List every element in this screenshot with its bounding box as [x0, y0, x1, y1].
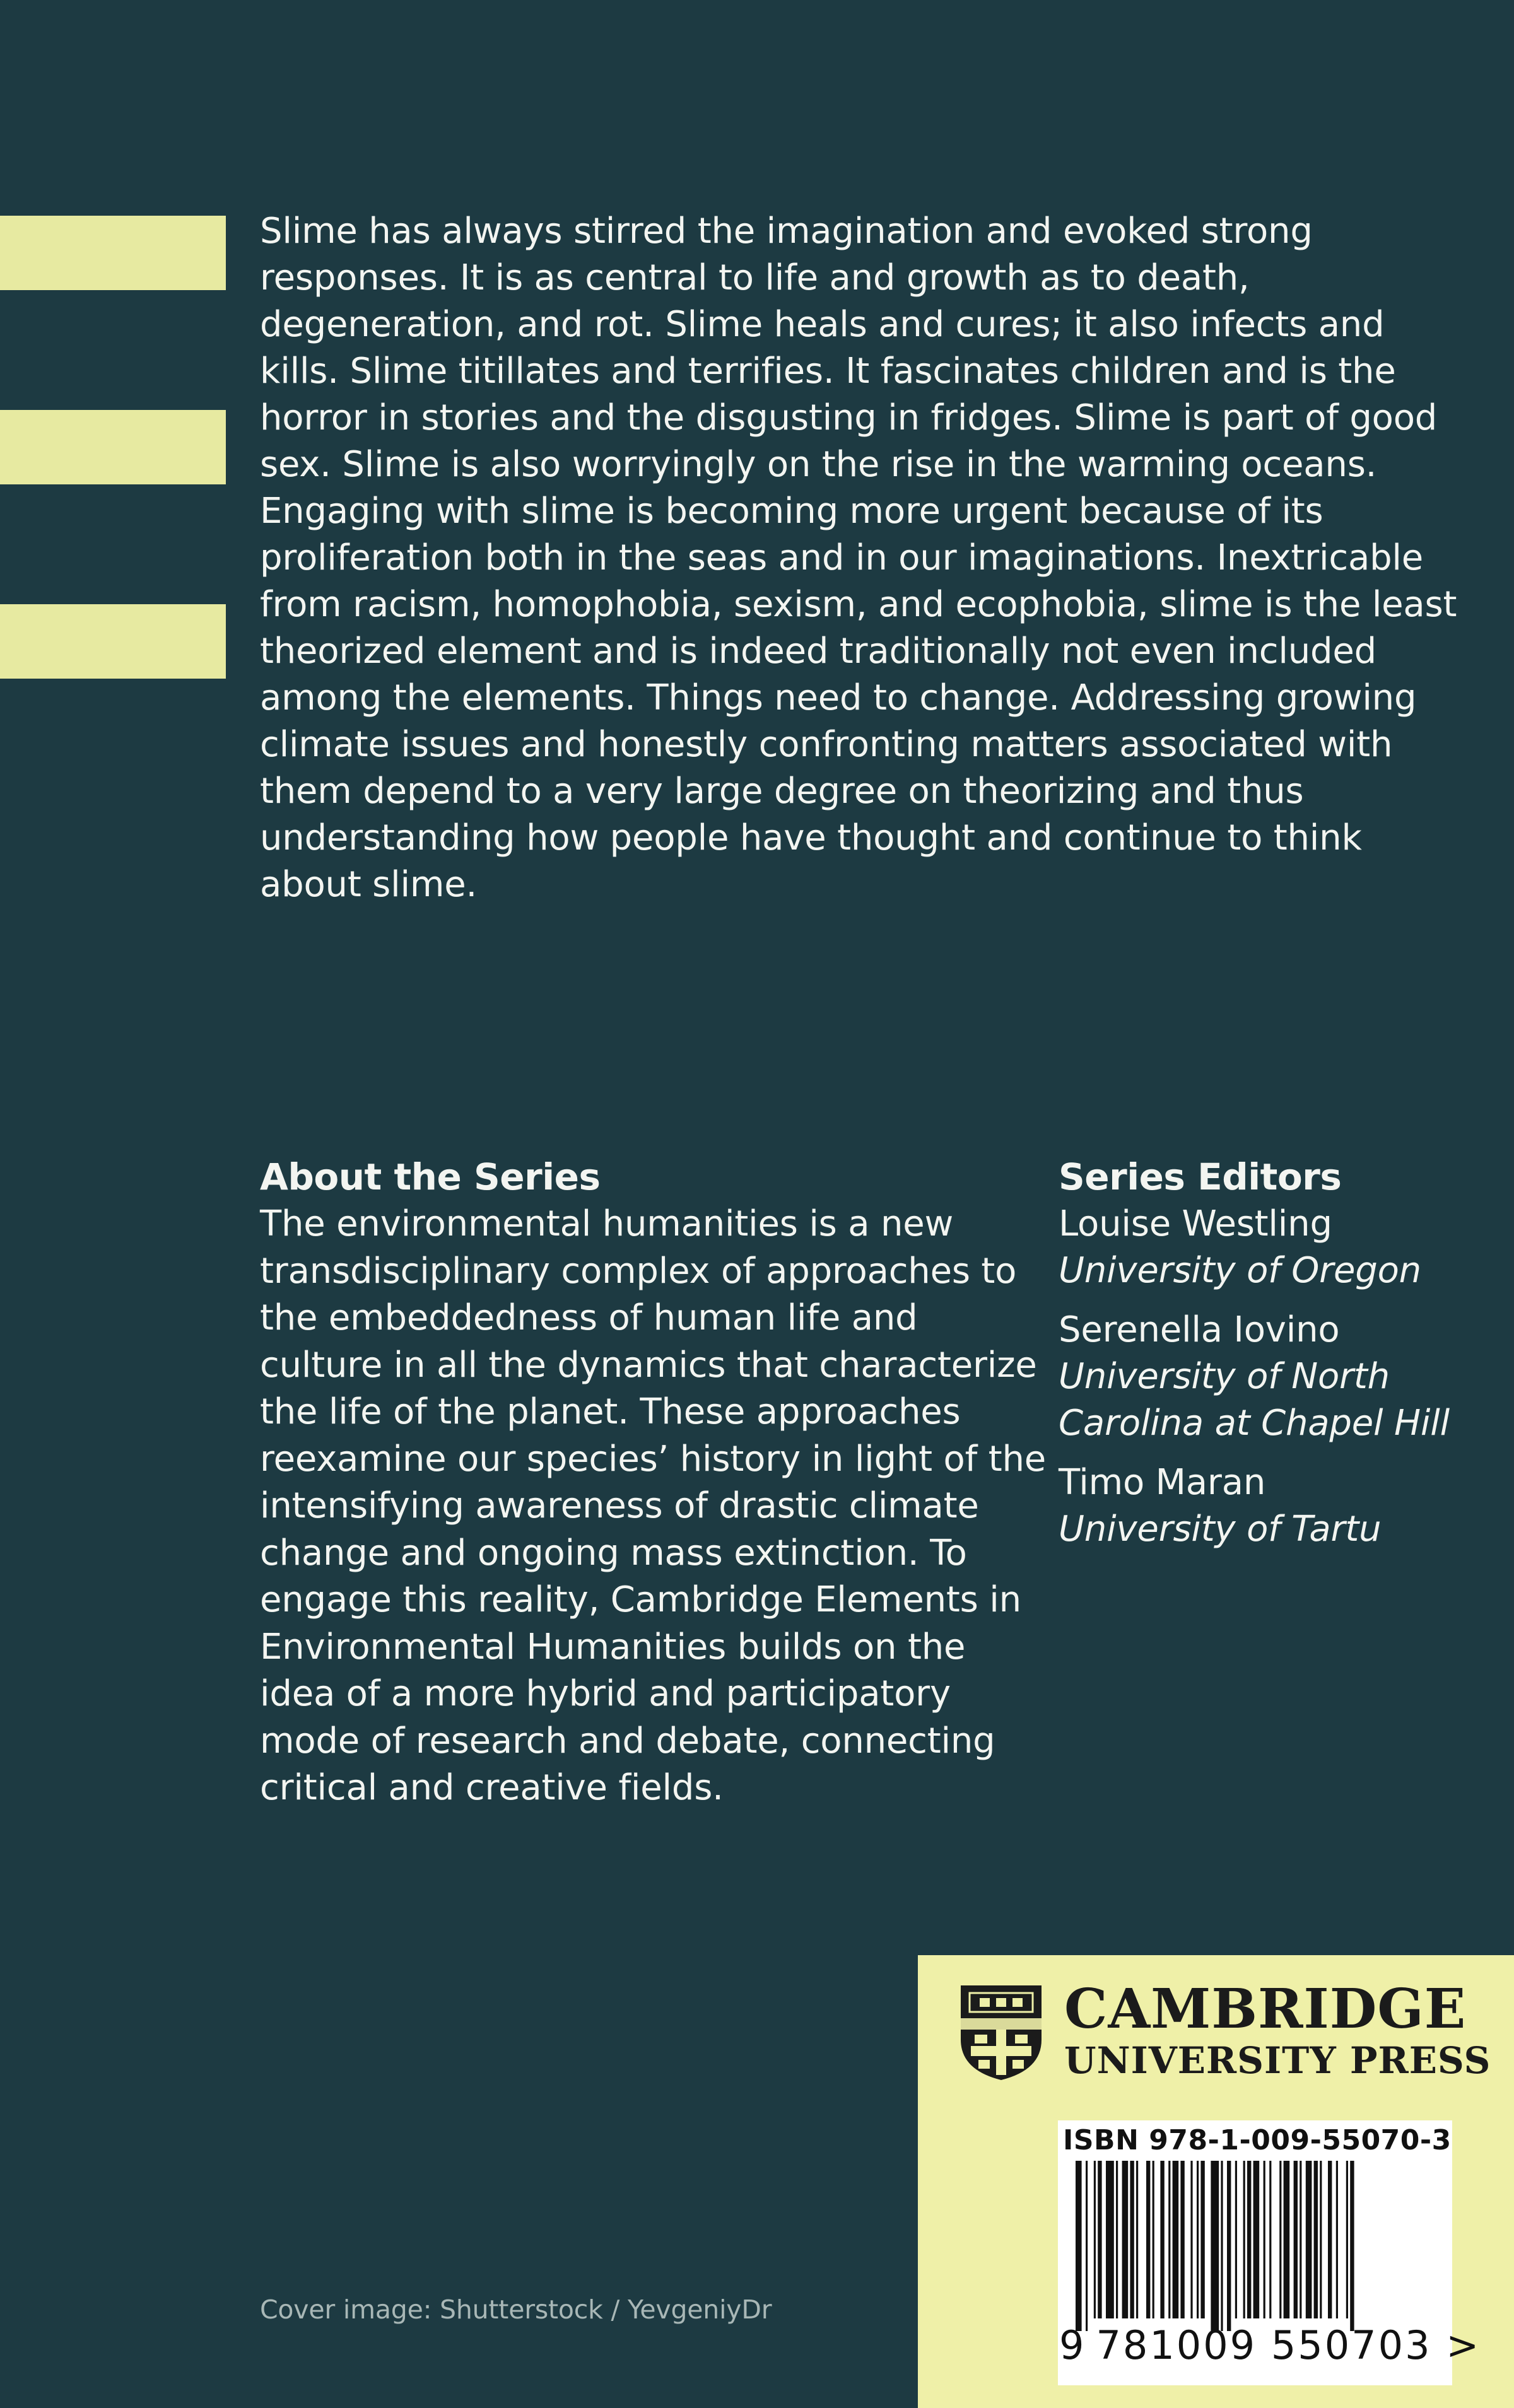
barcode-bar [1168, 2161, 1170, 2318]
barcode-bar [1227, 2161, 1231, 2331]
barcode-bar [1130, 2161, 1134, 2318]
isbn-label: ISBN 978-1-009-55070-3 [1063, 2124, 1452, 2156]
editor-name: Timo Maran [1059, 1462, 1266, 1503]
barcode-bar [1146, 2161, 1150, 2318]
isbn-barcode [1058, 2120, 1481, 2385]
isbn-digits [1059, 2322, 1481, 2368]
barcode-bar [1153, 2161, 1154, 2318]
accent-bar-1 [0, 216, 226, 290]
editor-entry [1059, 1307, 1462, 1447]
about-series-section [260, 1153, 1048, 1812]
barcode-bar [1253, 2161, 1260, 2318]
barcode-bar [1320, 2161, 1322, 2318]
barcode-bar [1300, 2161, 1301, 2318]
editor-affiliation: University of North Carolina at Chapel Hill [1059, 1356, 1450, 1444]
barcode-bar [1279, 2161, 1281, 2318]
barcode-bar [1116, 2161, 1118, 2318]
barcode-bar [1247, 2161, 1251, 2318]
barcode-bar [1106, 2161, 1114, 2318]
barcode-bar [1076, 2161, 1082, 2331]
barcode-bar [1336, 2161, 1338, 2318]
editor-name: Louise Westling [1059, 1203, 1332, 1244]
barcode-bar [1328, 2161, 1332, 2318]
barcode-bar [1235, 2161, 1237, 2318]
barcode-bar [1314, 2161, 1318, 2318]
barcode-bar [1173, 2161, 1179, 2318]
barcode-bar [1122, 2161, 1129, 2318]
barcode-bar [1190, 2161, 1192, 2318]
barcode-bar [1269, 2161, 1271, 2318]
barcode-bar [1197, 2161, 1199, 2318]
editor-name: Serenella Iovino [1059, 1309, 1340, 1350]
barcode-bar [1094, 2161, 1096, 2318]
barcode-bar [1086, 2161, 1088, 2331]
publisher-panel [918, 1955, 1514, 2408]
barcode-bar [1284, 2161, 1290, 2318]
barcode-bar [1350, 2161, 1354, 2331]
publisher-name: CAMBRIDGE [1064, 1977, 1467, 2041]
barcode-bars [1072, 2161, 1431, 2331]
editor-affiliation: University of Tartu [1059, 1509, 1382, 1550]
cambridge-crest-logo [957, 1982, 1045, 2083]
isbn-digits-rest: 781009 550703 > [1096, 2322, 1481, 2368]
about-series-text: The environmental humanities is a new transdisciplinary complex of approaches to the embeddedness of human life and culture in all the dynamics that characterize the life of the planet. These approaches reexamine our species’ history in light of the intensifying awareness of drastic climate change and ongoing mass extinction. To engage this reality, Cambridge Elements in Environmental Humanities builds on the idea of a more hybrid and participatory mode of research and debate, connecting critical and creative fields. [260, 1203, 1047, 1808]
barcode-bar [1221, 2161, 1223, 2331]
barcode-bar [1294, 2161, 1298, 2318]
series-editors-section [1059, 1153, 1462, 1565]
barcode-bar [1211, 2161, 1219, 2331]
barcode-bar [1346, 2161, 1348, 2318]
editor-entry [1059, 1459, 1462, 1553]
editor-affiliation: University of Oregon [1059, 1250, 1421, 1291]
accent-bar-3 [0, 604, 226, 679]
barcode-bar [1264, 2161, 1265, 2318]
barcode-bar [1160, 2161, 1164, 2318]
barcode-bar [1098, 2161, 1101, 2318]
accent-bar-2 [0, 410, 226, 484]
barcode-bar [1180, 2161, 1184, 2318]
publisher-subtitle: UNIVERSITY PRESS [1064, 2039, 1491, 2082]
barcode-bar [1136, 2161, 1138, 2318]
about-series-heading: About the Series [260, 1155, 601, 1198]
book-blurb: Slime has always stirred the imagination and evoked strong responses. It is as central to life and growth as to death, degeneration, and rot. Slime heals and cures; it also infects and kills. Slime titillates and terrifies. It fascinates children and is the horror in stories and the disgusting in fridges. Slime is part of good sex. Slime is also worryingly on the rise in the warming oceans. Engaging with slime is becoming more urgent because of its proliferation both in the seas and in our imaginations. Inextricable from racism, homophobia, sexism, and ecophobia, slime is the least theorized element and is indeed traditionally not even included among the elements. Things need to change. Addressing growing climate issues and honestly confronting matters associated with them depend to a very large degree on theorizing and thus understanding how people have thought and continue to think about slime. [260, 211, 1457, 905]
barcode-bar [1200, 2161, 1204, 2318]
barcode-bar [1243, 2161, 1245, 2318]
isbn-first-digit: 9 [1059, 2322, 1086, 2368]
editor-entry [1059, 1201, 1462, 1294]
barcode-bar [1306, 2161, 1312, 2318]
series-editors-heading: Series Editors [1059, 1155, 1342, 1198]
cover-image-credit: Cover image: Shutterstock / YevgeniyDr [260, 2294, 772, 2325]
